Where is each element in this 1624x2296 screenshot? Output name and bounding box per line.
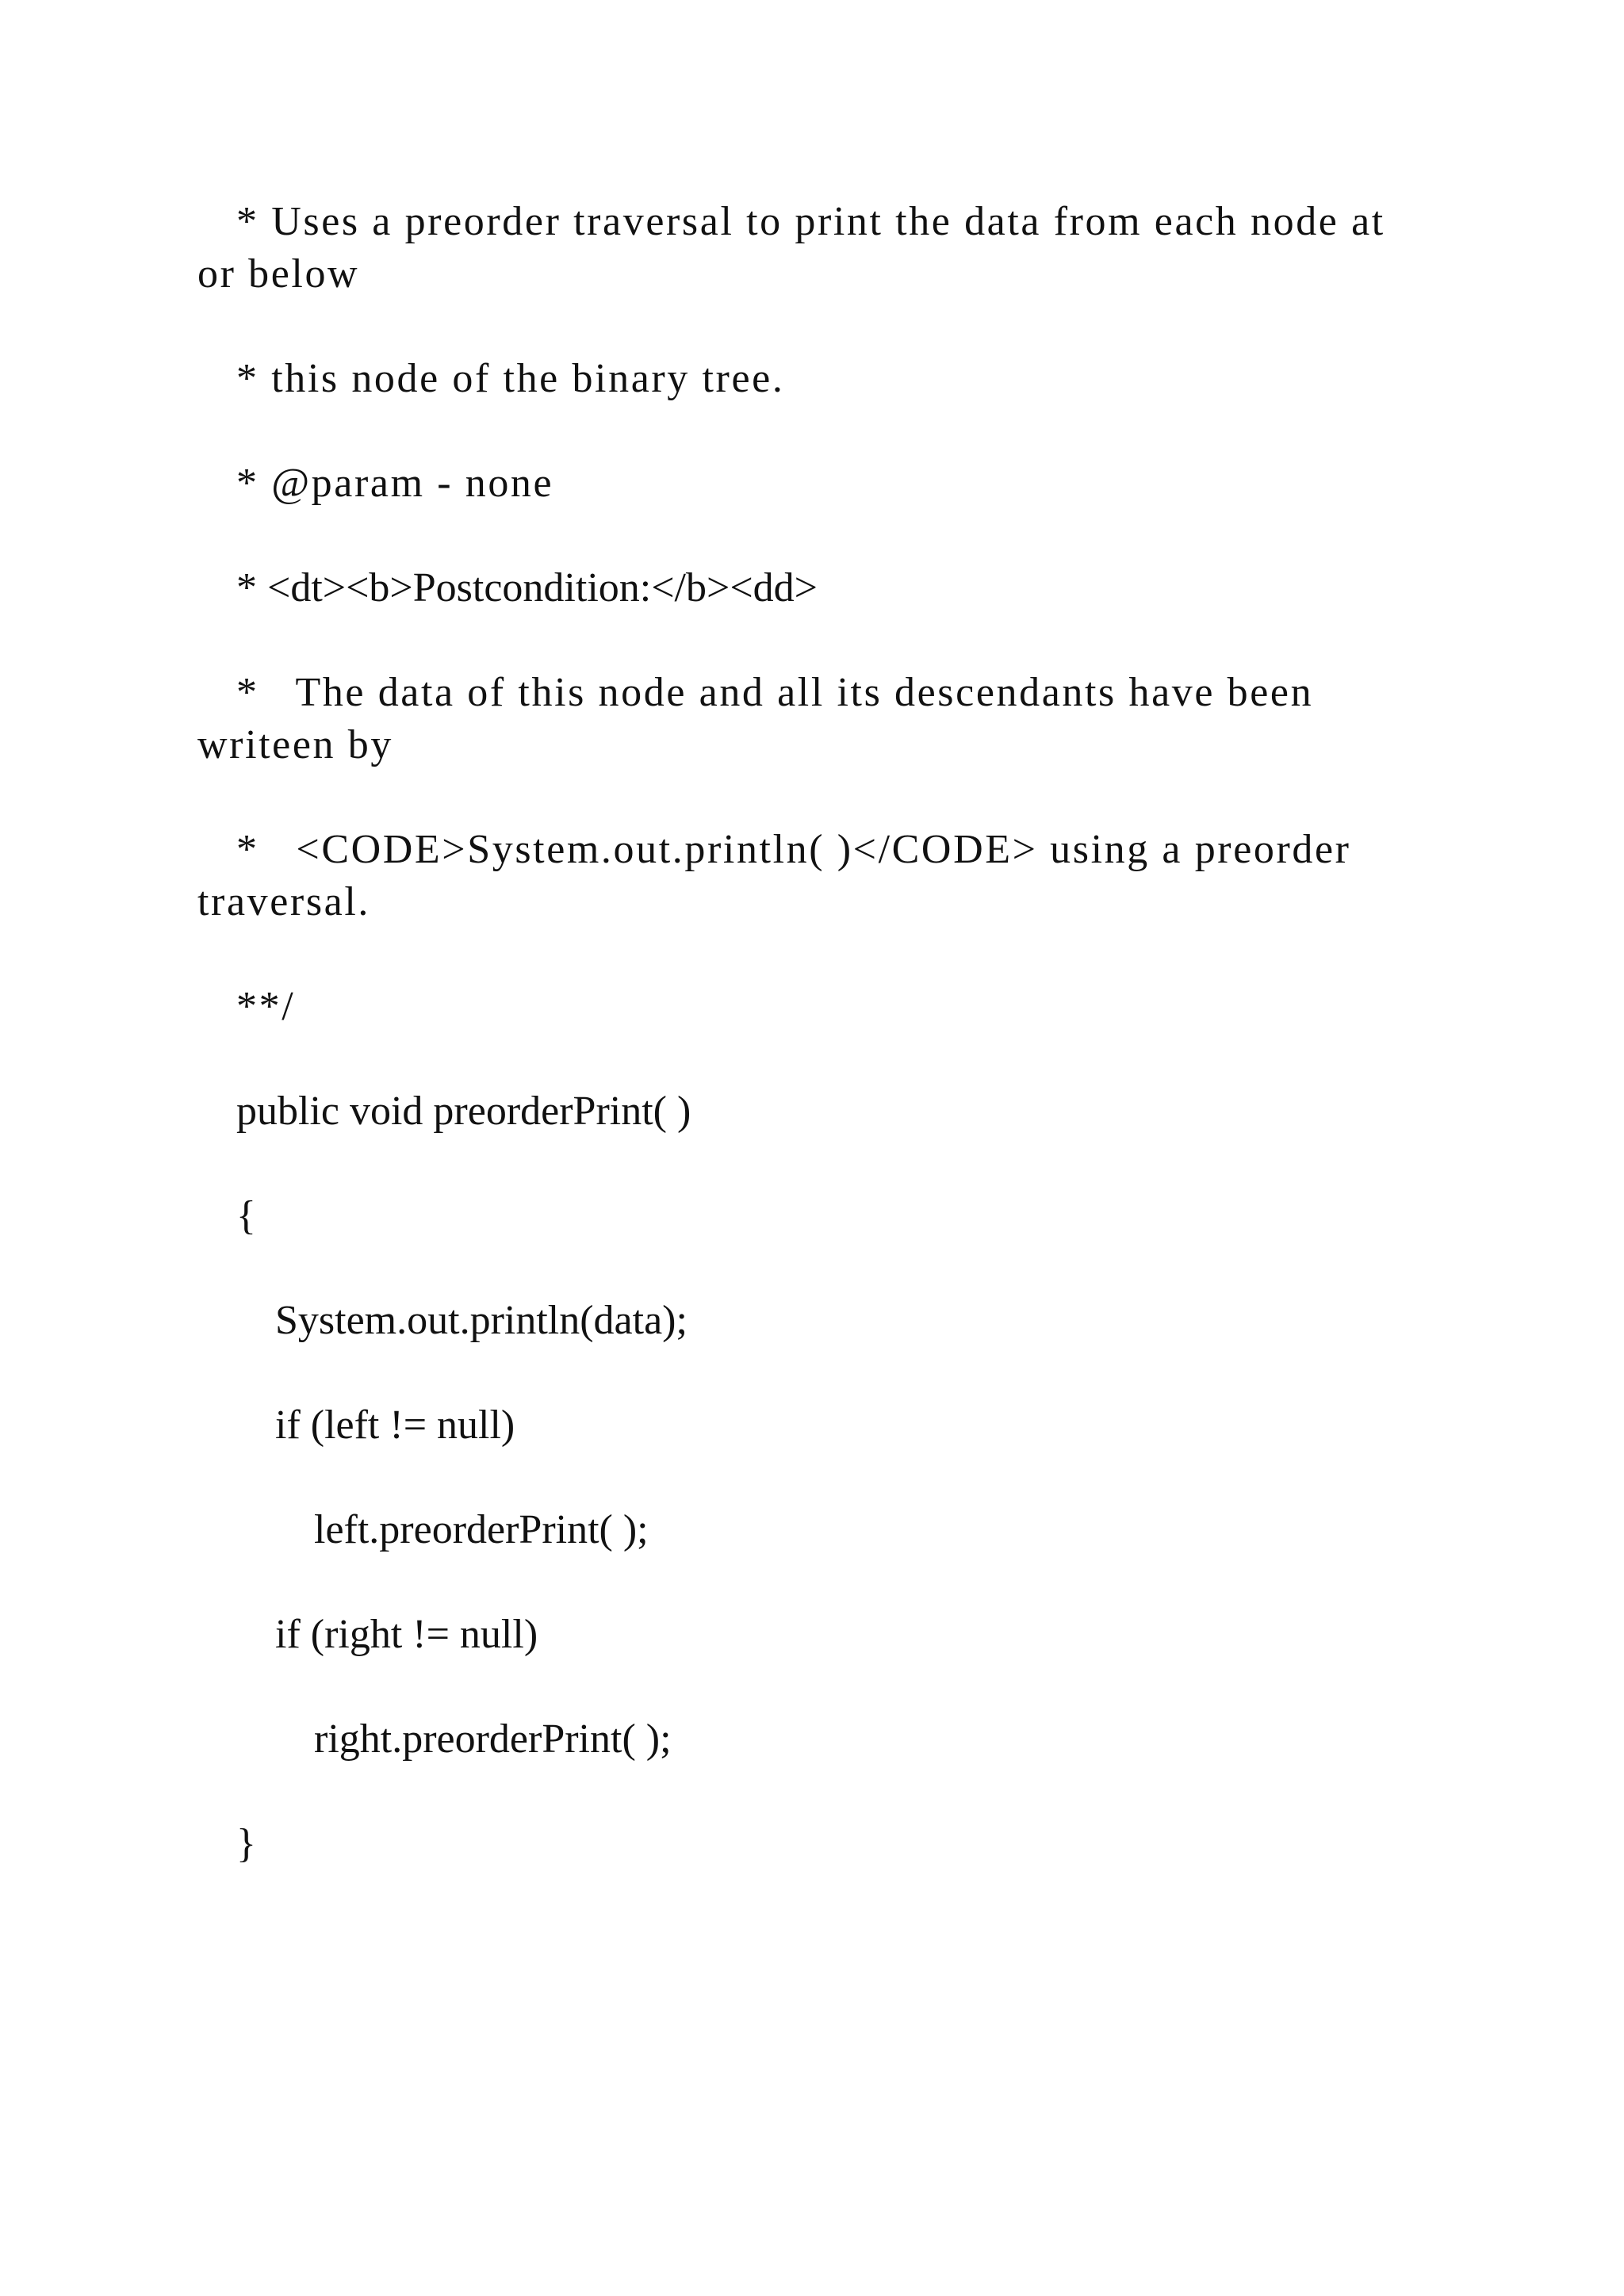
doc-line-3: * this node of the binary tree. — [236, 356, 785, 401]
doc-line-1: * Uses a preorder traversal to print the data from each node at — [236, 199, 1385, 244]
doc-line-5: * <dt><b>Postcondition:</b><dd> — [236, 565, 818, 610]
doc-line-2: or below — [197, 251, 360, 297]
doc-line-13: System.out.println(data); — [275, 1298, 688, 1343]
doc-line-12: { — [236, 1193, 256, 1238]
doc-line-11: public void preorderPrint( ) — [236, 1089, 691, 1134]
doc-line-9: traversal. — [197, 879, 371, 924]
doc-line-18: } — [236, 1821, 256, 1866]
doc-line-10: **/ — [236, 984, 296, 1029]
doc-line-4: * @param - none — [236, 461, 554, 506]
doc-line-15: left.preorderPrint( ); — [314, 1507, 649, 1552]
doc-line-8: * <CODE>System.out.println( )</CODE> using a preorder — [236, 827, 1351, 872]
doc-line-16: if (right != null) — [275, 1612, 538, 1657]
doc-line-6: * The data of this node and all its descendants have been — [236, 670, 1314, 715]
doc-line-17: right.preorderPrint( ); — [314, 1716, 672, 1762]
doc-line-14: if (left != null) — [275, 1402, 515, 1448]
doc-line-7: writeen by — [197, 722, 393, 767]
